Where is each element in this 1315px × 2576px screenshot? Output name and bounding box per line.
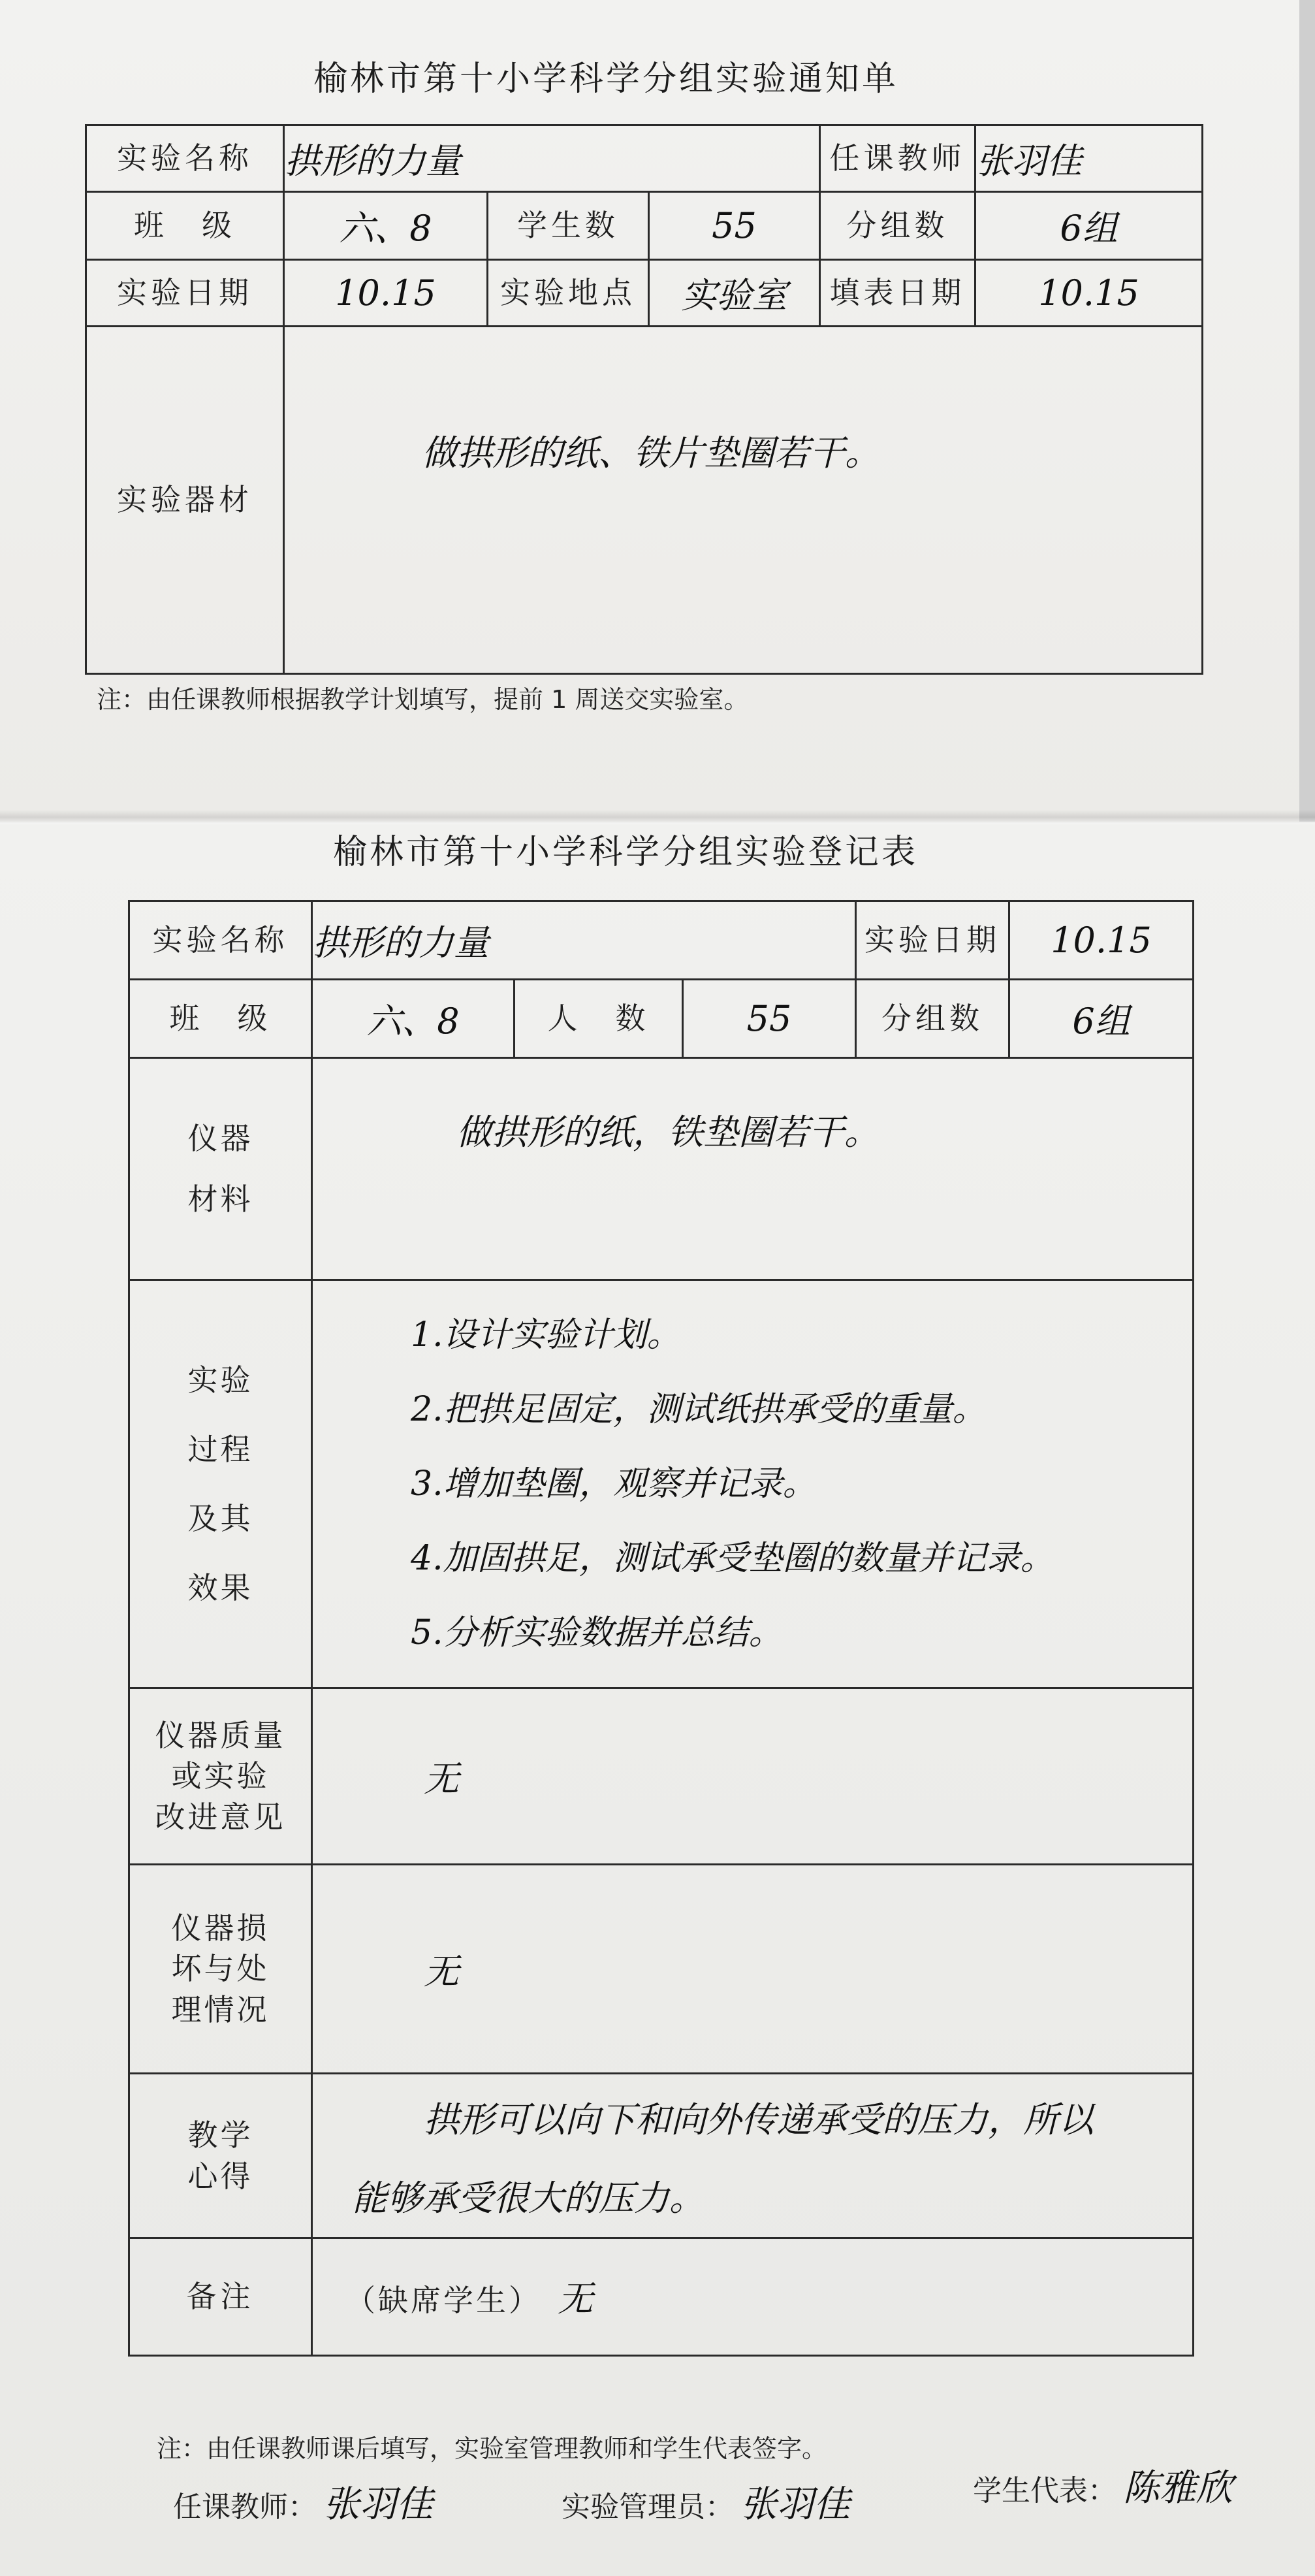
- label-group-count: 分组数: [820, 192, 975, 260]
- student-signature: [973, 2459, 1233, 2511]
- reg-label-quality-1: 仪器质量: [155, 1718, 286, 1754]
- register-row-process: [129, 1280, 1194, 1688]
- reg-value-class: 六、8: [312, 980, 515, 1058]
- paper-fold: [0, 810, 1315, 824]
- reg-label-absent: （缺席学生）: [345, 2282, 541, 2318]
- notice-row-name: [86, 125, 1203, 192]
- reg-label-class: 班 级: [129, 980, 312, 1058]
- reg-label-damage-2: 坏与处: [171, 1951, 270, 1987]
- notice-row-class: [86, 192, 1203, 260]
- value-student-count: 55: [649, 192, 820, 260]
- process-step: 5.分析实验数据并总结。: [411, 1613, 783, 1652]
- process-step: 1.设计实验计划。: [411, 1315, 681, 1355]
- reg-label-reflection-2: 心得: [187, 2158, 253, 2194]
- label-equipment: 实验器材: [86, 327, 284, 674]
- label-experiment-name: 实验名称: [86, 125, 284, 192]
- reg-value-group-count: 6组: [1009, 980, 1194, 1058]
- register-row-class: [129, 980, 1194, 1058]
- value-teacher: 张羽佳: [975, 125, 1203, 192]
- teacher-signature-value: 张羽佳: [323, 2483, 433, 2526]
- reg-label-process-1: 实验: [187, 1362, 253, 1398]
- register-row-reflection: [129, 2074, 1194, 2238]
- reg-label-materials-1: 仪器: [187, 1121, 253, 1157]
- reg-value-reflection-2: 能够承受很大的压力。: [352, 2177, 705, 2219]
- reg-label-quality-2: 或实验: [171, 1758, 270, 1794]
- label-location: 实验地点: [488, 260, 649, 327]
- process-steps: [313, 1281, 1192, 1687]
- reg-label-date: 实验日期: [856, 901, 1009, 980]
- label-date: 实验日期: [86, 260, 284, 327]
- reg-value-date: 10.15: [1009, 901, 1194, 980]
- register-note: 注：由任课教师课后填写，实验室管理教师和学生代表签字。: [157, 2434, 827, 2463]
- value-group-count: 6组: [975, 192, 1203, 260]
- student-signature-label: 学生代表：: [973, 2474, 1117, 2507]
- reg-label-damage-3: 理情况: [171, 1991, 270, 2027]
- reg-label-people: 人 数: [515, 980, 683, 1058]
- admin-signature-value: 张羽佳: [740, 2483, 850, 2526]
- notice-row-date: [86, 260, 1203, 327]
- register-row-remarks: [129, 2238, 1194, 2356]
- admin-signature: [562, 2475, 850, 2528]
- reg-label-experiment-name: 实验名称: [129, 901, 312, 980]
- process-step: 4.加固拱足，测试承受垫圈的数量并记录。: [411, 1539, 1054, 1578]
- label-student-count: 学生数: [488, 192, 649, 260]
- register-row-name: [129, 901, 1194, 980]
- reg-label-process-3: 及其: [187, 1501, 253, 1536]
- notice-note: 注：由任课教师根据教学计划填写，提前 1 周送交实验室。: [97, 685, 749, 714]
- admin-signature-label: 实验管理员：: [562, 2490, 734, 2524]
- notice-row-equipment: [86, 327, 1203, 674]
- reg-label-reflection-1: 教学: [187, 2117, 253, 2153]
- reg-label-remarks: 备注: [129, 2238, 312, 2356]
- register-title: 榆林市第十小学科学分组实验登记表: [333, 833, 919, 872]
- reg-value-damage: 无: [312, 1865, 1194, 2074]
- notice-table: [85, 124, 1203, 675]
- label-teacher: 任课教师: [820, 125, 975, 192]
- reg-value-materials: 做拱形的纸，铁垫圈若干。: [456, 1112, 879, 1153]
- value-equipment: 做拱形的纸、铁片垫圈若干。: [422, 432, 880, 474]
- reg-value-experiment-name: 拱形的力量: [312, 901, 856, 980]
- reg-label-damage-1: 仪器损: [171, 1910, 270, 1946]
- register-row-damage: [129, 1865, 1194, 2074]
- reg-label-group-count: 分组数: [856, 980, 1009, 1058]
- process-step: 2.把拱足固定，测试纸拱承受的重量。: [411, 1390, 987, 1429]
- reg-label-process-2: 过程: [187, 1431, 253, 1467]
- reg-label-materials-2: 材料: [187, 1181, 253, 1217]
- register-row-quality: [129, 1688, 1194, 1865]
- value-fill-date: 10.15: [975, 260, 1203, 327]
- label-class: 班 级: [86, 192, 284, 260]
- register-row-materials: [129, 1058, 1194, 1280]
- reg-value-absent: 无: [558, 2278, 594, 2319]
- reg-value-quality: 无: [312, 1688, 1194, 1865]
- teacher-signature: [173, 2475, 433, 2528]
- reg-label-quality-3: 改进意见: [155, 1799, 286, 1835]
- student-signature-value: 陈雅欣: [1123, 2467, 1233, 2509]
- value-location: 实验室: [649, 260, 820, 327]
- value-experiment-name: 拱形的力量: [284, 125, 820, 192]
- process-step: 3.增加垫圈，观察并记录。: [411, 1464, 817, 1504]
- value-class: 六、8: [284, 192, 488, 260]
- value-date: 10.15: [284, 260, 488, 327]
- reg-value-people: 55: [683, 980, 856, 1058]
- label-fill-date: 填表日期: [820, 260, 975, 327]
- teacher-signature-label: 任课教师：: [173, 2490, 317, 2524]
- notice-title: 榆林市第十小学科学分组实验通知单: [313, 59, 899, 99]
- reg-value-reflection-1: 拱形可以向下和向外传递承受的压力，所以: [424, 2099, 1094, 2140]
- register-table: [128, 900, 1194, 2357]
- reg-label-process-4: 效果: [187, 1570, 253, 1606]
